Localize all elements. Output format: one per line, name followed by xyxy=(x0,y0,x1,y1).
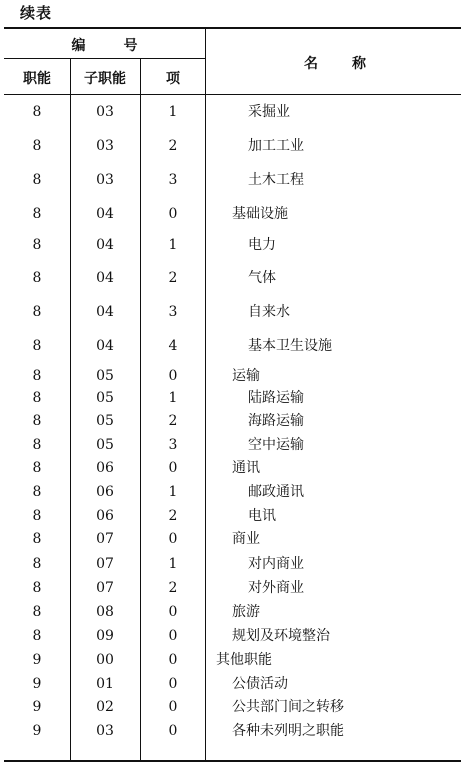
cell-name: 对外商业 xyxy=(248,580,304,596)
cell-function: 8 xyxy=(32,580,42,596)
cell-item: 1 xyxy=(168,390,178,406)
cell-item: 1 xyxy=(168,556,178,572)
cell-name: 邮政通讯 xyxy=(248,484,304,500)
header-bottom-rule xyxy=(4,94,461,95)
cell-item: 0 xyxy=(168,652,178,668)
cell-subfunction: 04 xyxy=(96,206,114,222)
cell-item: 2 xyxy=(168,413,178,429)
cell-subfunction: 05 xyxy=(96,390,114,406)
cell-function: 8 xyxy=(32,338,42,354)
cell-function: 8 xyxy=(32,390,42,406)
cell-name: 自来水 xyxy=(248,304,290,320)
cell-item: 2 xyxy=(168,508,178,524)
cell-subfunction: 00 xyxy=(96,652,114,668)
table-caption: 续表 xyxy=(20,4,53,22)
cell-item: 0 xyxy=(168,699,178,715)
header-subfunction: 子职能 xyxy=(84,71,126,87)
cell-name: 加工工业 xyxy=(248,138,304,154)
cell-function: 8 xyxy=(32,237,42,253)
cell-function: 8 xyxy=(32,531,42,547)
cell-function: 8 xyxy=(32,206,42,222)
cell-item: 3 xyxy=(168,437,178,453)
cell-item: 0 xyxy=(168,531,178,547)
cell-function: 8 xyxy=(32,413,42,429)
cell-subfunction: 07 xyxy=(96,556,114,572)
cell-function: 9 xyxy=(32,699,42,715)
cell-name: 基础设施 xyxy=(232,206,288,222)
cell-subfunction: 05 xyxy=(96,368,114,384)
cell-name: 海路运输 xyxy=(248,413,304,429)
cell-name: 规划及环境整治 xyxy=(232,628,330,644)
cell-function: 8 xyxy=(32,460,42,476)
cell-function: 8 xyxy=(32,484,42,500)
cell-subfunction: 04 xyxy=(96,338,114,354)
cell-function: 8 xyxy=(32,104,42,120)
cell-subfunction: 06 xyxy=(96,460,114,476)
cell-name: 土木工程 xyxy=(248,172,304,188)
cell-subfunction: 04 xyxy=(96,237,114,253)
cell-subfunction: 01 xyxy=(96,676,114,692)
cell-item: 0 xyxy=(168,628,178,644)
cell-function: 8 xyxy=(32,138,42,154)
cell-subfunction: 04 xyxy=(96,304,114,320)
cell-name: 电讯 xyxy=(248,508,276,524)
cell-function: 8 xyxy=(32,304,42,320)
cell-item: 0 xyxy=(168,460,178,476)
cell-item: 0 xyxy=(168,206,178,222)
cell-item: 0 xyxy=(168,604,178,620)
cell-item: 2 xyxy=(168,270,178,286)
cell-subfunction: 02 xyxy=(96,699,114,715)
header-name: 名称 xyxy=(304,56,400,72)
cell-subfunction: 03 xyxy=(96,138,114,154)
cell-item: 1 xyxy=(168,484,178,500)
cell-function: 8 xyxy=(32,368,42,384)
cell-function: 8 xyxy=(32,556,42,572)
cell-subfunction: 09 xyxy=(96,628,114,644)
subheader-rule xyxy=(4,58,205,59)
cell-item: 1 xyxy=(168,237,178,253)
cell-subfunction: 05 xyxy=(96,437,114,453)
cell-name: 公共部门间之转移 xyxy=(232,699,344,715)
cell-function: 9 xyxy=(32,652,42,668)
cell-item: 2 xyxy=(168,580,178,596)
cell-function: 8 xyxy=(32,270,42,286)
header-item: 项 xyxy=(166,71,180,87)
bottom-rule xyxy=(4,760,461,762)
cell-item: 0 xyxy=(168,676,178,692)
cell-item: 1 xyxy=(168,104,178,120)
cell-subfunction: 04 xyxy=(96,270,114,286)
cell-subfunction: 07 xyxy=(96,531,114,547)
cell-name: 通讯 xyxy=(232,460,260,476)
cell-subfunction: 03 xyxy=(96,172,114,188)
cell-item: 3 xyxy=(168,304,178,320)
cell-subfunction: 03 xyxy=(96,104,114,120)
cell-subfunction: 08 xyxy=(96,604,114,620)
cell-subfunction: 06 xyxy=(96,508,114,524)
cell-function: 8 xyxy=(32,437,42,453)
cell-subfunction: 06 xyxy=(96,484,114,500)
header-function: 职能 xyxy=(23,71,51,87)
cell-function: 8 xyxy=(32,604,42,620)
cell-function: 8 xyxy=(32,172,42,188)
cell-item: 0 xyxy=(168,723,178,739)
cell-function: 9 xyxy=(32,676,42,692)
cell-name: 运输 xyxy=(232,368,260,384)
cell-subfunction: 07 xyxy=(96,580,114,596)
cell-name: 公债活动 xyxy=(232,676,288,692)
cell-name: 旅游 xyxy=(232,604,260,620)
top-rule xyxy=(4,27,461,29)
cell-name: 气体 xyxy=(248,270,276,286)
cell-name: 商业 xyxy=(232,531,260,547)
cell-function: 8 xyxy=(32,508,42,524)
cell-name: 陆路运输 xyxy=(248,390,304,406)
cell-function: 8 xyxy=(32,628,42,644)
cell-name: 采掘业 xyxy=(248,104,290,120)
cell-name: 空中运输 xyxy=(248,437,304,453)
cell-function: 9 xyxy=(32,723,42,739)
header-group-label: 编号 xyxy=(71,38,176,54)
cell-name: 基本卫生设施 xyxy=(248,338,332,354)
cell-name: 对内商业 xyxy=(248,556,304,572)
cell-name: 其他职能 xyxy=(216,652,272,668)
cell-name: 电力 xyxy=(248,237,276,253)
cell-name: 各种未列明之职能 xyxy=(232,723,344,739)
cell-item: 2 xyxy=(168,138,178,154)
cell-subfunction: 05 xyxy=(96,413,114,429)
cell-subfunction: 03 xyxy=(96,723,114,739)
cell-item: 0 xyxy=(168,368,178,384)
cell-item: 3 xyxy=(168,172,178,188)
cell-item: 4 xyxy=(168,338,178,354)
